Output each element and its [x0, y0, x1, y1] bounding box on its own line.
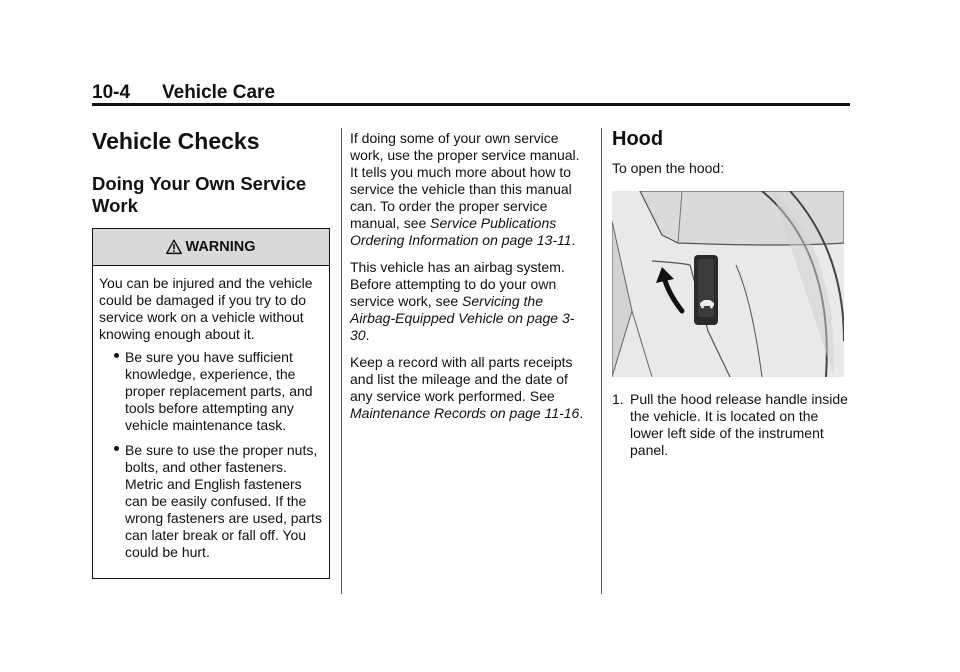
warning-label: WARNING: [185, 238, 256, 255]
warning-intro: You can be injured and the vehicle could be damaged if you try to do service work on a vehicle without knowing enough about it.: [99, 275, 313, 342]
paragraph: This vehicle has an airbag system. Before attempting to do your own service work, see Servicing the Airbag-Equipped Vehicle on page 3-30.: [350, 259, 575, 343]
header-rule: [92, 103, 850, 106]
cross-reference[interactable]: Maintenance Records on page 11-16: [350, 405, 580, 421]
paragraph-text: This vehicle has an airbag system. Before attempting to do your own service work, see: [350, 259, 565, 309]
bullet-text: Be sure you have sufficient knowledge, experience, the proper replacement parts, and tools before attempting any vehicle maintenance task.: [125, 349, 313, 433]
list-item: [612, 391, 850, 459]
hood-release-handle-illustration: [612, 191, 844, 377]
warning-box: [92, 228, 330, 579]
subsection-title: Doing Your Own Service Work: [92, 173, 307, 216]
column-3: [612, 128, 850, 459]
chapter-title: Vehicle Care: [162, 82, 276, 103]
step-number: 1.: [612, 391, 624, 407]
column-1: [92, 128, 330, 579]
list-item: [99, 442, 323, 561]
bullet-text: Be sure to use the proper nuts, bolts, and other fasteners. Metric and English fasteners can be easily confused. If the wrong fasteners are used, parts can later break or fall off. You could be hurt.: [125, 442, 322, 560]
step-text: Pull the hood release handle inside the vehicle. It is located on the lower left side of the instrument panel.: [630, 391, 848, 458]
warning-triangle-icon: [166, 239, 182, 255]
paragraph: Keep a record with all parts receipts and list the mileage and the date of any service work performed. See Maintenance Records on page 11-16.: [350, 354, 584, 421]
page-number: 10-4: [92, 82, 131, 103]
column-2: [350, 130, 590, 432]
column-divider: [341, 128, 342, 594]
section-title: Vehicle Checks: [92, 128, 260, 154]
column-divider: [601, 128, 602, 594]
warning-bullets: [99, 349, 323, 561]
section-title: Hood: [612, 128, 664, 150]
step-list: [612, 391, 850, 459]
intro-text: To open the hood:: [612, 160, 725, 176]
bullet-icon: [114, 446, 119, 451]
paragraph-text: Keep a record with all parts receipts and list the mileage and the date of any service work performed. See: [350, 354, 573, 404]
bullet-icon: [114, 353, 119, 358]
paragraph-text: If doing some of your own service work, use the proper service manual. It tells you much more about how to service the vehicle than this manual can. To order the proper service manual, see: [350, 130, 580, 231]
warning-body: [93, 266, 329, 578]
page-header: [92, 82, 848, 104]
list-item: [99, 349, 323, 434]
cross-reference[interactable]: Service Publications Ordering Information on page 13-11: [350, 215, 572, 248]
warning-header: [93, 229, 329, 266]
paragraph: If doing some of your own service work, use the proper service manual. It tells you much more about how to service the vehicle than this manual can. To order the proper service manual, see Service Publications Ordering Information on page 13-11.: [350, 130, 580, 248]
cross-reference[interactable]: Servicing the Airbag-Equipped Vehicle on page 3-30: [350, 293, 575, 343]
